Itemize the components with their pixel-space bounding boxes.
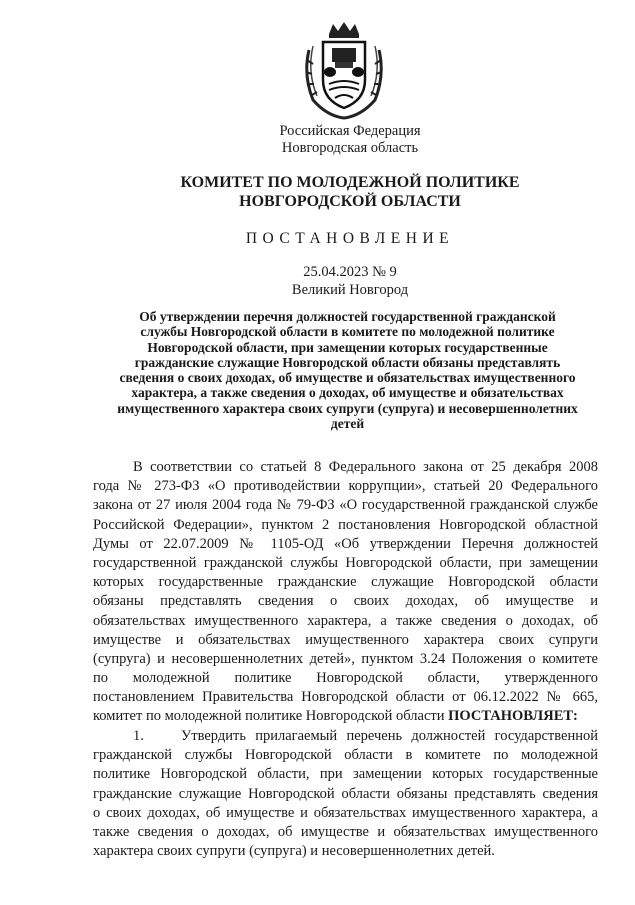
title-line: детей xyxy=(330,416,365,432)
preamble-final-text: комитет по молодежной политике Новгородской области xyxy=(93,708,445,725)
preamble-line: по молодежной политике Новгородской области, утвержденного xyxy=(93,670,598,687)
item-1-line: гражданской службы Новгородской области в комитете по молодежной xyxy=(93,747,598,764)
document-city: Великий Новгород xyxy=(291,282,409,298)
preamble-line: имуществе и обязательствах имущественного характера своих супруги xyxy=(93,631,598,648)
preamble-line: закона от 27 июля 2004 года № 79-ФЗ «О государственной гражданской службе xyxy=(93,497,598,514)
title-line: сведения о своих доходах, об имуществе и обязательствах имущественного xyxy=(119,370,576,386)
title-line: гражданские служащие Новгородской области обязаны представлять xyxy=(134,354,561,370)
preamble-line: которых государственные гражданские служащие Новгородской области xyxy=(93,574,598,591)
coat-of-arms-emblem xyxy=(299,20,389,120)
preamble-line: года № 273-ФЗ «О противодействии коррупции», статьей 20 Федерального xyxy=(93,478,598,495)
item-1-line: характера своих супруги (супруга) и несовершеннолетних детей. xyxy=(93,843,495,860)
preamble-line: Российской Федерации», пунктом 2 постановления Новгородской областной xyxy=(93,516,598,533)
document-date-number: 25.04.2023 № 9 xyxy=(303,264,397,280)
decree-word: ПОСТАНОВЛЯЕТ: xyxy=(448,708,578,725)
item-1-paragraph xyxy=(93,727,598,861)
title-line: службы Новгородской области в комитете по молодежной политике xyxy=(140,324,555,340)
region-name: Новгородская область xyxy=(281,140,419,156)
preamble-line: обязаны представлять сведения о своих доходах, об имуществе и xyxy=(93,593,598,610)
document-title xyxy=(95,309,600,431)
title-line: Новгородской области, при замещении которых государственные xyxy=(147,339,548,355)
preamble-line: обязательствах имущественного характера, а также сведения о доходах, об xyxy=(93,612,598,629)
organization-name-line1: КОМИТЕТ ПО МОЛОДЕЖНОЙ ПОЛИТИКЕ xyxy=(180,174,520,191)
item-1-line: о своих доходах, об имуществе и обязательствах имущественного характера, а xyxy=(93,804,598,821)
document-type: ПОСТАНОВЛЕНИЕ xyxy=(245,230,455,247)
organization-name-line2: НОВГОРОДСКОЙ ОБЛАСТИ xyxy=(239,193,461,210)
preamble-line: постановлением Правительства Новгородской области от 06.12.2022 № 665, xyxy=(93,689,598,706)
item-1-line: политике Новгородской области, при замещении которых государственные xyxy=(93,766,598,783)
preamble-line: государственной гражданской службы Новгородской области, при замещении xyxy=(93,554,598,571)
preamble-paragraph xyxy=(93,458,598,727)
item-1-line: гражданские служащие Новгородской области обязаны представлять сведения xyxy=(93,785,598,802)
item-1-line: 1. Утвердить прилагаемый перечень должностей государственной xyxy=(133,728,598,744)
country-name: Российская Федерация xyxy=(279,123,421,139)
item-1-line: также сведения о доходах, об имуществе и обязательствах имущественного xyxy=(93,823,598,840)
preamble-line: В соответствии со статьей 8 Федерального закона от 25 декабря 2008 xyxy=(133,459,598,475)
title-line: Об утверждении перечня должностей государственной гражданской xyxy=(139,309,556,324)
title-line: характера, а также сведения о доходах, об имуществе и обязательствах xyxy=(131,385,564,401)
preamble-final-line xyxy=(93,707,598,726)
preamble-line: (супруга) и несовершеннолетних детей», пунктом 3.24 Положения о комитете xyxy=(93,650,598,667)
preamble-line: Думы от 22.07.2009 № 1105-ОД «Об утверждении Перечня должностей xyxy=(93,535,598,552)
title-line: имущественного характера своих супруги (супруга) и несовершеннолетних xyxy=(117,400,578,416)
